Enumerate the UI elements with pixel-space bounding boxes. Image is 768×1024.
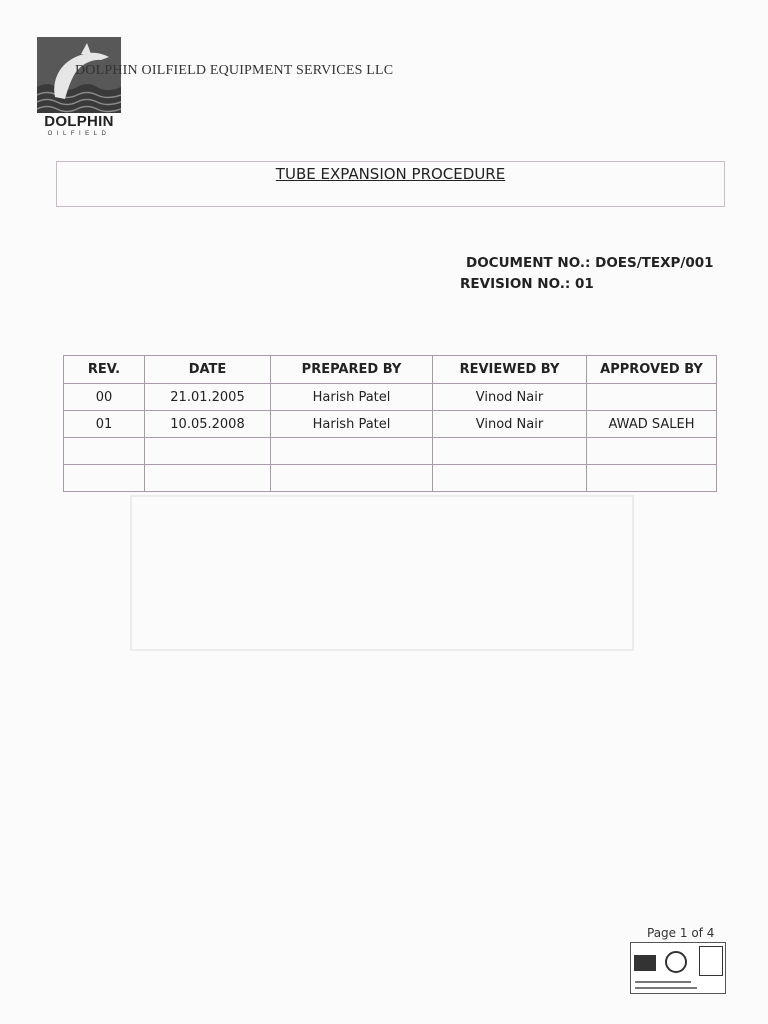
cell-prepared-by: Harish Patel (271, 411, 433, 438)
cell-rev: 00 (64, 384, 145, 411)
table-row (64, 465, 717, 492)
page-number: Page 1 of 4 (647, 926, 715, 940)
cell-reviewed-by (433, 438, 587, 465)
cert-text-line (635, 987, 697, 989)
cert-text-line (635, 981, 691, 983)
cell-approved-by: AWAD SALEH (587, 411, 717, 438)
cell-date: 10.05.2008 (145, 411, 271, 438)
title-box (56, 161, 725, 207)
header-date: DATE (145, 356, 271, 384)
table-header-row (64, 356, 717, 384)
table-row (64, 411, 717, 438)
document-info (460, 253, 714, 295)
header-rev: REV. (64, 356, 145, 384)
company-logo (37, 37, 121, 139)
header-reviewed-by: REVIEWED BY (433, 356, 587, 384)
cell-date: 21.01.2005 (145, 384, 271, 411)
cell-prepared-by: Harish Patel (271, 384, 433, 411)
table-row (64, 384, 717, 411)
cell-approved-by (587, 465, 717, 492)
cell-approved-by (587, 384, 717, 411)
ukas-crown-icon (699, 946, 723, 976)
document-title: TUBE EXPANSION PROCEDURE (275, 165, 506, 183)
cell-prepared-by (271, 438, 433, 465)
cell-rev: 01 (64, 411, 145, 438)
cell-rev (64, 465, 145, 492)
cell-date (145, 465, 271, 492)
cell-approved-by (587, 438, 717, 465)
certification-stamp (630, 942, 726, 994)
certification-logo-icon (634, 955, 656, 971)
header-prepared-by: PREPARED BY (271, 356, 433, 384)
certification-seal-icon (665, 951, 687, 973)
cell-rev (64, 438, 145, 465)
cell-prepared-by (271, 465, 433, 492)
table-row (64, 438, 717, 465)
cell-reviewed-by: Vinod Nair (433, 384, 587, 411)
logo-wordmark: DOLPHIN (44, 113, 114, 130)
revision-number: REVISION NO.: 01 (460, 276, 594, 292)
cell-reviewed-by: Vinod Nair (433, 411, 587, 438)
faint-watermark (130, 495, 634, 651)
cell-reviewed-by (433, 465, 587, 492)
document-number: DOCUMENT NO.: DOES/TEXP/001 (466, 255, 714, 271)
header-approved-by: APPROVED BY (587, 356, 717, 384)
cell-date (145, 438, 271, 465)
revision-table (63, 355, 717, 492)
logo-subtitle: OILFIELD (47, 131, 111, 137)
company-name: DOLPHIN OILFIELD EQUIPMENT SERVICES LLC (75, 63, 394, 78)
